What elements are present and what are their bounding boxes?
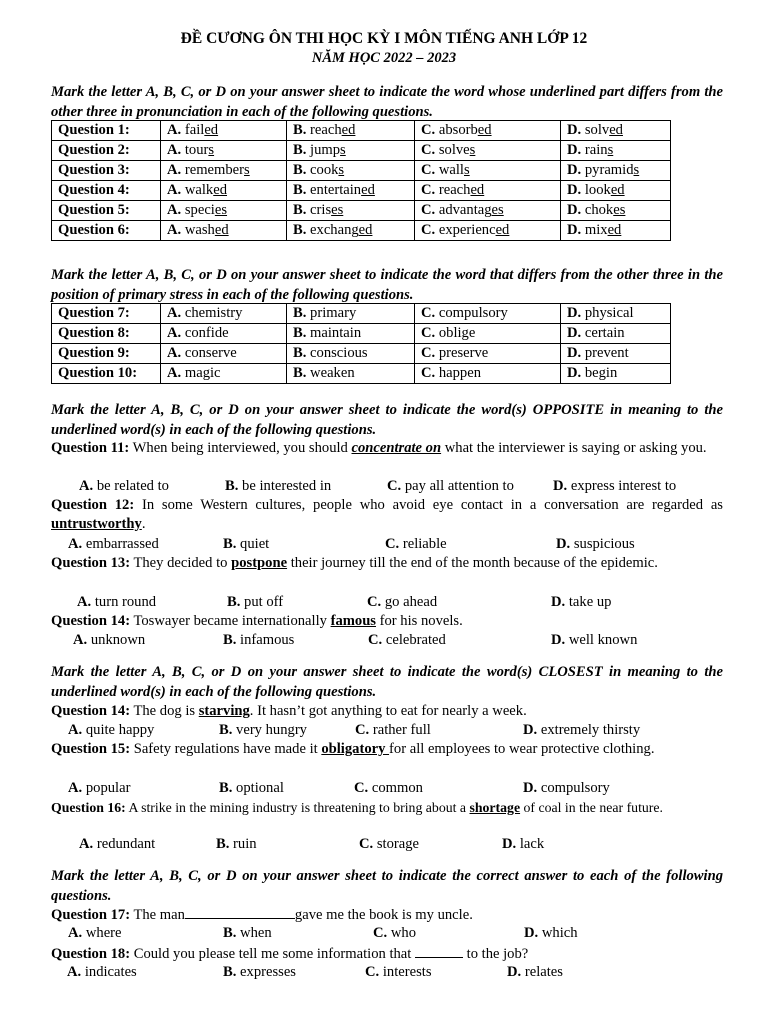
option-c[interactable]	[415, 324, 561, 344]
option-c[interactable]	[415, 141, 561, 161]
underlined-part: ed	[610, 182, 625, 198]
question-13-options	[51, 593, 751, 612]
option-c[interactable]: C. rather full	[355, 722, 431, 738]
option-a[interactable]	[161, 324, 287, 344]
option-d[interactable]: D. which	[524, 925, 578, 941]
question-label: Question 13:	[51, 555, 131, 571]
option-word: primary	[310, 305, 357, 321]
option-letter: D.	[567, 222, 582, 238]
option-word: prevent	[584, 345, 629, 361]
option-word: chemistry	[184, 305, 243, 321]
underlined-keyword: starving	[198, 703, 250, 719]
underlined-part: ed	[358, 222, 373, 238]
option-d[interactable]	[561, 141, 671, 161]
underlined-keyword: postpone	[231, 555, 288, 571]
pronunciation-table	[51, 120, 671, 241]
option-word: wall	[438, 162, 464, 178]
underlined-part: s	[340, 142, 346, 158]
option-word: physical	[584, 305, 634, 321]
option-word: oblige	[438, 325, 476, 341]
option-word: conscious	[310, 345, 368, 361]
question-row	[52, 121, 671, 141]
option-word: absorb	[438, 122, 478, 138]
question-14b	[51, 702, 723, 721]
section2-instruction: Mark the letter A, B, C, or D on your answer sheet to indicate the word that differs from the other three in the position of primary stress in each of the following questions.	[51, 267, 723, 303]
option-a[interactable]: A. be related to	[79, 478, 169, 494]
option-c[interactable]	[415, 121, 561, 141]
option-letter: D.	[567, 122, 582, 138]
underlined-part: s	[338, 162, 345, 178]
option-a[interactable]	[161, 161, 287, 181]
option-c[interactable]: C. celebrated	[368, 632, 446, 648]
option-b[interactable]: B. expresses	[223, 964, 296, 980]
option-word: jump	[310, 142, 341, 158]
option-a[interactable]	[161, 181, 287, 201]
question-label: Question 14:	[51, 613, 131, 629]
question-row	[52, 304, 671, 324]
option-letter: C.	[421, 202, 436, 218]
question-17	[51, 905, 723, 925]
question-number: Question 7:	[52, 304, 161, 324]
option-a[interactable]	[161, 221, 287, 241]
option-b[interactable]: B. very hungry	[219, 722, 307, 738]
option-b[interactable]	[287, 201, 415, 221]
option-letter: B.	[293, 365, 307, 381]
option-d[interactable]	[561, 121, 671, 141]
option-b[interactable]	[287, 344, 415, 364]
option-word: walk	[184, 182, 214, 198]
option-letter: B.	[293, 162, 307, 178]
option-word: wash	[184, 222, 215, 238]
option-d[interactable]: D. lack	[502, 836, 545, 852]
option-d[interactable]: D. suspicious	[556, 536, 635, 552]
option-b[interactable]	[287, 324, 415, 344]
option-word: remember	[184, 162, 245, 178]
option-word: compulsory	[438, 305, 508, 321]
question-row	[52, 161, 671, 181]
underlined-part: s	[208, 142, 215, 158]
question-number: Question 3:	[52, 161, 161, 181]
underlined-keyword: concentrate on	[351, 440, 442, 456]
question-text: They decided to	[130, 555, 232, 571]
question-number: Question 4:	[52, 181, 161, 201]
option-d[interactable]	[561, 221, 671, 241]
option-d[interactable]	[561, 324, 671, 344]
option-word: fail	[184, 122, 205, 138]
option-letter: A.	[167, 222, 182, 238]
underlined-part: ed	[607, 222, 622, 238]
option-d[interactable]: D. well known	[551, 632, 638, 648]
question-number: Question 2:	[52, 141, 161, 161]
underlined-part: es	[491, 202, 504, 218]
option-word: chok	[584, 202, 614, 218]
question-label: Question 12:	[51, 497, 135, 513]
underlined-part: ed	[470, 182, 485, 198]
option-b[interactable]: B. be interested in	[225, 478, 332, 494]
option-b[interactable]	[287, 364, 415, 384]
option-c[interactable]: C. interests	[365, 964, 432, 980]
question-text: When being interviewed, you should	[129, 440, 352, 456]
option-letter: D.	[567, 182, 582, 198]
section4-instruction: Mark the letter A, B, C, or D on your answer sheet to indicate the word(s) CLOSEST in meaning to the underlined word(s) in each of the following questions.	[51, 664, 723, 700]
question-text: Could you please tell me some information that	[130, 946, 415, 962]
option-letter: A.	[167, 202, 182, 218]
question-18	[51, 944, 723, 964]
option-a[interactable]	[161, 121, 287, 141]
option-word: weaken	[310, 365, 355, 381]
option-letter: C.	[421, 162, 436, 178]
option-a[interactable]	[161, 304, 287, 324]
option-a[interactable]: A. quite happy	[68, 722, 155, 738]
option-c[interactable]: C. storage	[359, 836, 420, 852]
option-a[interactable]: A. indicates	[67, 964, 137, 980]
question-label: Question 16:	[51, 800, 126, 815]
stress-table	[51, 303, 671, 384]
question-14a	[51, 612, 723, 631]
option-letter: D.	[567, 305, 582, 321]
question-label: Question 18:	[51, 946, 131, 962]
option-a[interactable]: A. unknown	[73, 632, 146, 648]
question-14a-options	[51, 631, 751, 650]
question-label: Question 14:	[51, 703, 131, 719]
underlined-part: ed	[204, 122, 219, 138]
option-b[interactable]	[287, 121, 415, 141]
option-c[interactable]	[415, 304, 561, 324]
option-word: advantag	[438, 202, 492, 218]
option-d[interactable]: D. express interest to	[553, 478, 677, 494]
underlined-part: s	[469, 142, 476, 158]
question-11	[51, 439, 723, 458]
option-word: rain	[584, 142, 608, 158]
option-letter: D.	[567, 142, 582, 158]
option-letter: C.	[421, 142, 436, 158]
option-d[interactable]	[561, 161, 671, 181]
question-number: Question 9:	[52, 344, 161, 364]
underlined-part: ed	[214, 222, 229, 238]
option-a[interactable]: A. where	[68, 925, 122, 941]
option-c[interactable]: C. pay all attention to	[387, 478, 514, 494]
option-word: solv	[584, 122, 610, 138]
option-letter: A.	[167, 305, 182, 321]
underlined-part: ed	[341, 122, 356, 138]
option-letter: B.	[293, 142, 307, 158]
option-b[interactable]: B. optional	[219, 780, 284, 796]
option-a[interactable]: A. embarrassed	[68, 536, 159, 552]
option-letter: D.	[567, 325, 582, 341]
option-letter: B.	[293, 182, 307, 198]
question-number: Question 5:	[52, 201, 161, 221]
question-text: The dog is	[130, 703, 199, 719]
option-letter: B.	[293, 222, 307, 238]
option-c[interactable]	[415, 364, 561, 384]
option-letter: B.	[293, 305, 307, 321]
question-15-options	[51, 779, 751, 798]
option-b[interactable]	[287, 181, 415, 201]
option-d[interactable]: D. relates	[507, 964, 563, 980]
question-18-options	[51, 963, 751, 982]
option-word: mix	[584, 222, 608, 238]
question-13	[51, 554, 723, 573]
option-b[interactable]	[287, 304, 415, 324]
option-a[interactable]	[161, 364, 287, 384]
option-word: speci	[184, 202, 215, 218]
question-text: A strike in the mining industry is threatening to bring about a	[125, 800, 470, 815]
option-word: reach	[310, 122, 342, 138]
underlined-part: ed	[495, 222, 510, 238]
option-a[interactable]	[161, 201, 287, 221]
question-label: Question 17:	[51, 907, 131, 923]
option-word: happen	[438, 365, 482, 381]
question-14b-options	[51, 721, 751, 740]
option-word: solve	[438, 142, 470, 158]
option-word: begin	[584, 365, 618, 381]
option-a[interactable]: A. turn round	[77, 594, 157, 610]
option-c[interactable]	[415, 344, 561, 364]
option-word: tour	[184, 142, 209, 158]
underlined-part: es	[613, 202, 626, 218]
question-15	[51, 740, 723, 759]
option-b[interactable]: B. put off	[227, 594, 284, 610]
option-d[interactable]	[561, 364, 671, 384]
option-word: look	[584, 182, 611, 198]
question-number: Question 1:	[52, 121, 161, 141]
option-c[interactable]: C. go ahead	[367, 594, 438, 610]
option-b[interactable]: B. infamous	[223, 632, 295, 648]
question-text: to the job?	[463, 946, 529, 962]
option-d[interactable]	[561, 201, 671, 221]
question-row	[52, 344, 671, 364]
question-16-options	[51, 835, 751, 854]
option-letter: B.	[293, 122, 307, 138]
option-letter: C.	[421, 305, 436, 321]
option-letter: A.	[167, 162, 182, 178]
question-row	[52, 324, 671, 344]
section5-instruction: Mark the letter A, B, C, or D on your answer sheet to indicate the correct answer to each of the following questions.	[51, 868, 723, 904]
option-b[interactable]: B. quiet	[223, 536, 270, 552]
option-word: cris	[310, 202, 332, 218]
underlined-part: ed	[609, 122, 623, 138]
option-letter: C.	[421, 122, 436, 138]
underlined-part: ed	[213, 182, 228, 198]
option-c[interactable]: C. reliable	[385, 536, 447, 552]
option-a[interactable]	[161, 344, 287, 364]
question-row	[52, 221, 671, 241]
document-subtitle: NĂM HỌC 2022 – 2023	[311, 50, 457, 66]
option-word: maintain	[310, 325, 362, 341]
option-d[interactable]: D. extremely thirsty	[523, 722, 641, 738]
option-b[interactable]: B. ruin	[216, 836, 257, 852]
option-letter: A.	[167, 325, 182, 341]
option-letter: C.	[421, 325, 436, 341]
underlined-part: ed	[477, 122, 492, 138]
question-text: Toswayer became internationally	[130, 613, 331, 629]
option-b[interactable]	[287, 221, 415, 241]
option-word: cook	[310, 162, 339, 178]
option-letter: A.	[167, 365, 182, 381]
question-12-options	[51, 535, 751, 554]
underlined-keyword: obligatory	[321, 741, 390, 757]
option-letter: B.	[293, 345, 307, 361]
question-text: . It hasn’t got anything to eat for nearly a week.	[249, 703, 527, 719]
question-row	[52, 181, 671, 201]
option-a[interactable]	[161, 141, 287, 161]
question-text: .	[141, 516, 146, 532]
question-number: Question 10:	[52, 364, 161, 384]
option-d[interactable]	[561, 304, 671, 324]
option-letter: C.	[421, 222, 436, 238]
question-12	[51, 496, 723, 534]
option-word: entertain	[310, 182, 362, 198]
underlined-part: s	[464, 162, 470, 178]
option-letter: D.	[567, 202, 582, 218]
question-text: The man	[130, 907, 185, 923]
option-word: preserve	[438, 345, 489, 361]
option-a[interactable]: A. popular	[68, 780, 131, 796]
option-word: conserve	[184, 345, 237, 361]
question-text: Safety regulations have made it	[130, 741, 322, 757]
option-letter: D.	[567, 345, 582, 361]
option-c[interactable]: C. common	[354, 780, 423, 796]
option-c[interactable]	[415, 161, 561, 181]
option-letter: B.	[293, 202, 307, 218]
question-row	[52, 364, 671, 384]
underlined-keyword: famous	[330, 613, 376, 629]
option-word: exchang	[310, 222, 359, 238]
question-label: Question 11:	[51, 440, 130, 456]
option-c[interactable]	[415, 221, 561, 241]
option-d[interactable]	[561, 344, 671, 364]
option-letter: A.	[167, 345, 182, 361]
option-d[interactable]	[561, 181, 671, 201]
answer-blank[interactable]	[185, 905, 295, 919]
question-text: for all employees to wear protective clothing.	[389, 741, 655, 757]
option-letter: A.	[167, 142, 182, 158]
option-letter: A.	[167, 122, 182, 138]
option-c[interactable]	[415, 181, 561, 201]
option-d[interactable]: D. compulsory	[523, 780, 610, 796]
document-title: ĐỀ CƯƠNG ÔN THI HỌC KỲ I MÔN TIẾNG ANH LỚP 12	[180, 30, 588, 47]
underlined-part: s	[607, 142, 614, 158]
question-text: what the interviewer is saying or asking you.	[441, 440, 707, 456]
underlined-part: es	[214, 202, 228, 218]
question-text: of coal in the near future.	[520, 800, 663, 815]
answer-blank[interactable]	[415, 944, 463, 958]
question-16	[51, 798, 723, 817]
question-11-options	[51, 477, 751, 496]
option-letter: C.	[421, 345, 436, 361]
section1-instruction: Mark the letter A, B, C, or D on your answer sheet to indicate the word whose underlined part differs from the other three in pronunciation in each of the following questions.	[51, 84, 723, 120]
option-letter: A.	[167, 182, 182, 198]
section3-instruction: Mark the letter A, B, C, or D on your answer sheet to indicate the word(s) OPPOSITE in meaning to the underlined word(s) in each of the following questions.	[51, 402, 723, 438]
option-d[interactable]: D. take up	[551, 594, 612, 610]
option-letter: D.	[567, 162, 582, 178]
underlined-keyword: shortage	[469, 800, 521, 815]
question-label: Question 15:	[51, 741, 131, 757]
underlined-part: es	[331, 202, 344, 218]
option-word: reach	[438, 182, 471, 198]
option-letter: C.	[421, 365, 436, 381]
option-b[interactable]	[287, 161, 415, 181]
option-letter: C.	[421, 182, 436, 198]
question-text: gave me the book is my uncle.	[294, 907, 473, 923]
option-a[interactable]: A. redundant	[79, 836, 156, 852]
option-letter: D.	[567, 365, 582, 381]
option-word: experienc	[438, 222, 496, 238]
question-text: their journey till the end of the month because of the epidemic.	[287, 555, 658, 571]
question-row	[52, 201, 671, 221]
question-text: In some Western cultures, people who avoid eye contact in a conversation are regarded as	[134, 497, 723, 513]
option-b[interactable]: B. when	[223, 925, 272, 941]
question-17-options	[51, 924, 751, 943]
question-text: for his novels.	[375, 613, 463, 629]
underlined-part: s	[244, 162, 250, 178]
underlined-keyword: untrustworthy	[51, 516, 142, 532]
option-b[interactable]	[287, 141, 415, 161]
option-word: magic	[184, 365, 221, 381]
option-letter: B.	[293, 325, 307, 341]
option-c[interactable]	[415, 201, 561, 221]
question-number: Question 8:	[52, 324, 161, 344]
question-number: Question 6:	[52, 221, 161, 241]
option-c[interactable]: C. who	[373, 925, 416, 941]
option-word: pyramid	[584, 162, 634, 178]
option-word: certain	[584, 325, 625, 341]
question-row	[52, 141, 671, 161]
option-word: confide	[184, 325, 229, 341]
underlined-part: ed	[361, 182, 375, 198]
underlined-part: s	[633, 162, 640, 178]
